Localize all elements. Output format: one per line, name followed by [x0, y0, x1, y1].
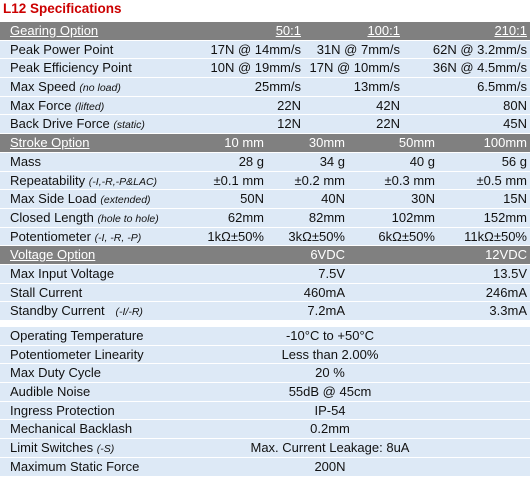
spec-row — [0, 346, 530, 365]
row-label: Peak Efficiency Point — [10, 60, 132, 76]
cell: 12N — [277, 116, 301, 132]
cell: 11kΩ±50% — [464, 228, 527, 244]
spec-row — [0, 420, 530, 439]
cell: 13.5V — [493, 265, 527, 281]
row-label: Potentiometer (-I, -R, -P) — [10, 228, 142, 244]
cell: 0.2mm — [310, 421, 350, 437]
cell: 40 g — [409, 153, 435, 169]
cell: 7.2mA — [307, 303, 345, 319]
spec-row — [0, 327, 530, 346]
gearing-col: 50:1 — [275, 23, 301, 38]
cell: 45N — [503, 116, 527, 132]
cell: 62mm — [227, 209, 264, 225]
cell: Max. Current Leakage: 8uA — [250, 440, 410, 456]
cell: 17N @ 10mm/s — [309, 60, 400, 76]
cell: 36N @ 4.5mm/s — [432, 60, 527, 76]
spec-row — [0, 153, 530, 172]
spec-title: L12 Specifications — [3, 1, 122, 16]
cell: 34 g — [319, 153, 345, 169]
gearing-col: 100:1 — [367, 23, 400, 38]
cell: 152mm — [483, 209, 527, 225]
spec-row — [0, 209, 530, 228]
row-label: Max Speed (no load) — [10, 79, 121, 95]
cell: 25mm/s — [254, 79, 301, 95]
cell: 15N — [503, 191, 527, 207]
row-label: Audible Noise — [10, 384, 91, 400]
row-label: Repeatability (-I,-R,-P&LAC) — [10, 172, 158, 188]
spec-row — [0, 302, 530, 321]
spec-row — [0, 59, 530, 78]
row-label: Operating Temperature — [10, 328, 144, 343]
cell: 40N — [321, 191, 345, 207]
stroke-col: 50mm — [398, 135, 435, 151]
gearing-col: 210:1 — [494, 23, 527, 38]
row-label: Max Force (lifted) — [10, 97, 105, 113]
spec-row — [0, 41, 530, 60]
spec-row — [0, 190, 530, 209]
cell: 55dB @ 45cm — [288, 384, 372, 400]
gearing-header-label: Gearing Option — [10, 23, 99, 38]
gearing-header — [0, 22, 530, 41]
cell: 62N @ 3.2mm/s — [432, 41, 527, 57]
cell: ±0.1 mm — [213, 172, 264, 188]
row-label: Ingress Protection — [10, 402, 115, 418]
cell: 10N @ 19mm/s — [210, 60, 301, 76]
cell: 80N — [503, 97, 527, 113]
stroke-col: 100mm — [483, 135, 527, 151]
cell: 3.3mA — [489, 303, 527, 319]
stroke-col: 30mm — [308, 135, 345, 151]
row-label: Mass — [10, 153, 42, 169]
spec-row — [0, 97, 530, 116]
spec-row — [0, 265, 530, 284]
row-label: Standby Current (-I/-R) — [10, 303, 143, 319]
cell: IP-54 — [314, 402, 346, 418]
cell: ±0.5 mm — [476, 172, 527, 188]
row-label: Back Drive Force (static) — [10, 116, 145, 132]
cell: Less than 2.00% — [281, 346, 379, 362]
spec-row — [0, 228, 530, 247]
stroke-header — [0, 134, 530, 153]
cell: 17N @ 14mm/s — [210, 41, 301, 57]
spec-row — [0, 364, 530, 383]
row-label: Mechanical Backlash — [10, 421, 133, 437]
cell: ±0.2 mm — [294, 172, 345, 188]
cell: ±0.3 mm — [384, 172, 435, 188]
spec-row — [0, 115, 530, 134]
spec-row — [0, 439, 530, 458]
voltage-header-label: Voltage Option — [10, 247, 96, 263]
cell: -10°C to +50°C — [285, 328, 375, 343]
cell: 22N — [277, 97, 301, 113]
cell: 42N — [376, 97, 400, 113]
voltage-col: 12VDC — [485, 247, 527, 263]
spec-row — [0, 458, 530, 477]
row-label: Stall Current — [10, 284, 83, 300]
cell: 50N — [240, 191, 264, 207]
voltage-header — [0, 246, 530, 265]
row-label: Limit Switches (-S) — [10, 440, 115, 456]
cell: 82mm — [308, 209, 345, 225]
cell: 13mm/s — [353, 79, 400, 95]
cell: 246mA — [485, 284, 527, 300]
cell: 7.5V — [318, 265, 345, 281]
row-label: Max Duty Cycle — [10, 365, 102, 381]
spec-row — [0, 284, 530, 303]
row-label: Closed Length (hole to hole) — [10, 209, 159, 225]
cell: 200N — [314, 458, 346, 474]
row-label: Maximum Static Force — [10, 458, 140, 474]
stroke-header-label: Stroke Option — [10, 135, 90, 151]
cell: 6kΩ±50% — [378, 228, 435, 244]
spec-row — [0, 383, 530, 402]
cell: 20 % — [315, 365, 345, 381]
cell: 56 g — [501, 153, 527, 169]
row-label: Potentiometer Linearity — [10, 346, 144, 362]
cell: 460mA — [303, 284, 345, 300]
cell: 102mm — [391, 209, 435, 225]
row-label: Max Input Voltage — [10, 265, 115, 281]
cell: 28 g — [238, 153, 264, 169]
stroke-col: 10 mm — [224, 135, 264, 151]
cell: 22N — [376, 116, 400, 132]
spec-row — [0, 402, 530, 421]
cell: 6.5mm/s — [477, 79, 527, 95]
row-label: Peak Power Point — [10, 41, 114, 57]
cell: 3kΩ±50% — [288, 228, 345, 244]
spec-row — [0, 172, 530, 191]
voltage-col: 6VDC — [310, 247, 345, 263]
cell: 30N — [411, 191, 435, 207]
cell: 1kΩ±50% — [207, 228, 264, 244]
row-label: Max Side Load (extended) — [10, 191, 151, 207]
cell: 31N @ 7mm/s — [316, 41, 400, 57]
spec-row — [0, 78, 530, 97]
